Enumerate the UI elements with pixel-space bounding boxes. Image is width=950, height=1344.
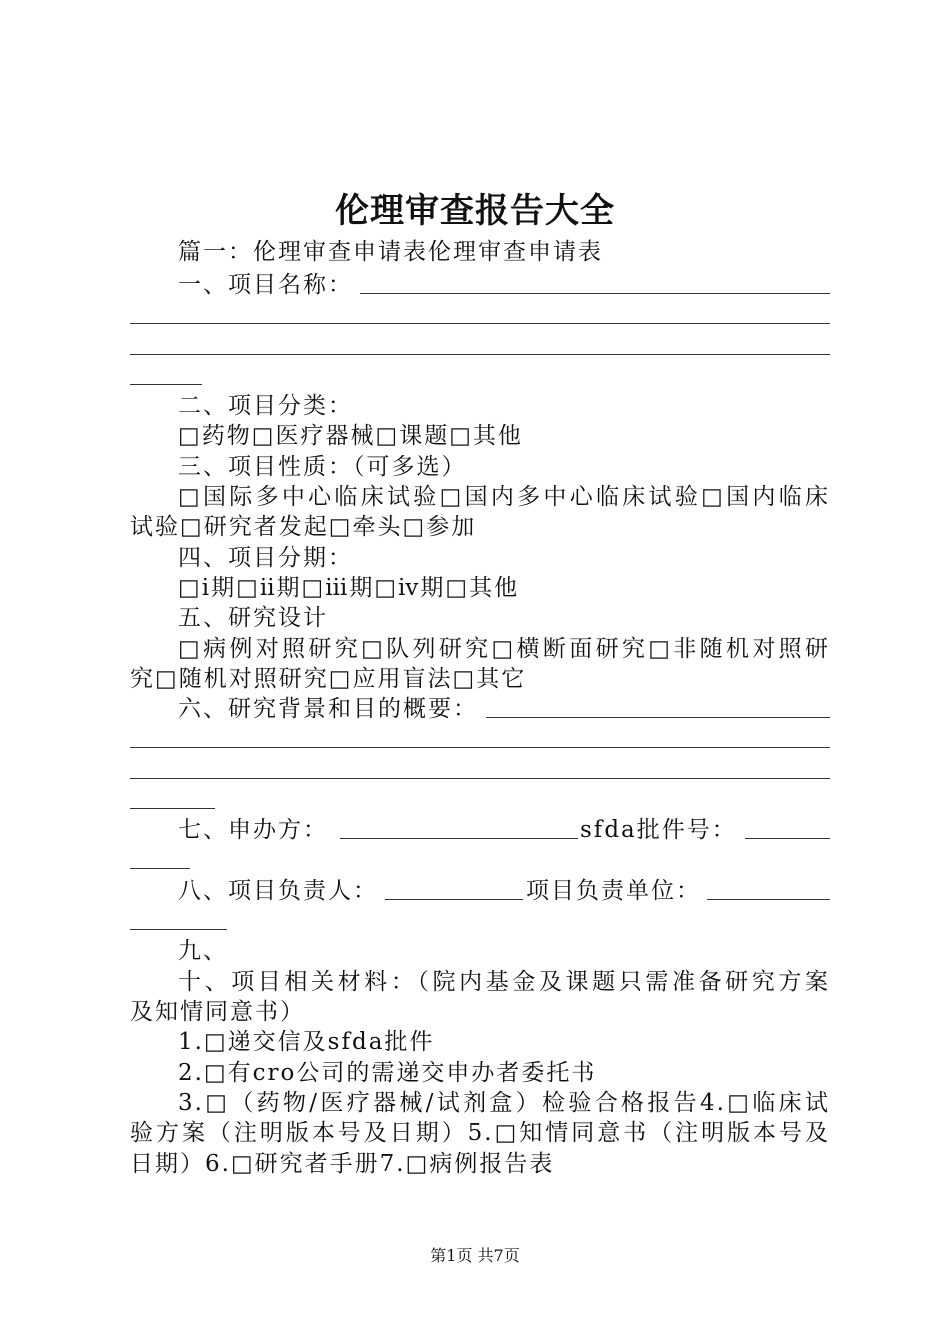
project-unit-label: 项目负责单位： <box>526 878 701 904</box>
materials-heading-2: 及知情同意书） <box>130 999 305 1025</box>
sponsor-blank <box>340 838 578 839</box>
document-title: 伦理审查报告大全 <box>335 191 615 231</box>
project-unit-blank-2 <box>130 929 227 930</box>
item-nine-heading: 九、 <box>178 938 228 964</box>
background-blank-2 <box>130 747 830 748</box>
project-name-blank-2 <box>130 323 830 324</box>
project-nature-options-1: □国际多中心临床试验□国内多中心临床试验□国内临床 <box>178 484 830 510</box>
project-leader-line <box>178 876 830 906</box>
sfda-approval-blank <box>745 838 830 839</box>
project-name-blank-3 <box>130 354 830 355</box>
sfda-approval-label: sfda批件号： <box>580 817 737 843</box>
sponsor-label: 七、申办方： <box>178 817 328 843</box>
study-design-options-2: 究□随机对照研究□应用盲法□其它 <box>130 666 527 692</box>
background-blank-4 <box>130 808 215 809</box>
materials-item-5: 日期）6.□研究者手册7.□病例报告表 <box>130 1151 555 1177</box>
project-leader-blank <box>385 899 523 900</box>
project-category-heading: 二、项目分类： <box>178 393 353 419</box>
background-blank-3 <box>130 778 830 779</box>
project-nature-heading: 三、项目性质：（可多选） <box>178 454 467 480</box>
study-design-heading: 五、研究设计 <box>178 605 328 631</box>
project-phase-options: □ⅰ期□ⅱ期□ⅲ期□ⅳ期□其他 <box>178 575 520 601</box>
project-name-line <box>178 270 830 300</box>
study-design-options-1: □病例对照研究□队列研究□横断面研究□非随机对照研 <box>178 636 830 662</box>
project-name-blank <box>360 293 830 294</box>
materials-item-2: 2.□有cro公司的需递交申办者委托书 <box>178 1060 597 1086</box>
background-summary-line <box>178 694 830 724</box>
project-nature-options-2: 试验□研究者发起□牵头□参加 <box>130 514 477 540</box>
project-category-options: □药物□医疗器械□课题□其他 <box>178 423 523 449</box>
project-phase-heading: 四、项目分期： <box>178 545 353 571</box>
background-blank <box>486 717 830 718</box>
materials-item-3: 3.□（药物/医疗器械/试剂盒）检验合格报告4.□临床试 <box>178 1090 830 1116</box>
background-summary-label: 六、研究背景和目的概要： <box>178 696 478 722</box>
project-name-blank-4 <box>130 384 202 385</box>
sfda-approval-blank-2 <box>130 868 190 869</box>
project-unit-blank <box>707 899 830 900</box>
project-name-label: 一、项目名称： <box>178 272 353 298</box>
project-leader-label: 八、项目负责人： <box>178 878 378 904</box>
materials-item-4: 验方案（注明版本号及日期）5.□知情同意书（注明版本号及 <box>130 1120 830 1146</box>
materials-heading-1: 十、项目相关材料：（院内基金及课题只需准备研究方案 <box>178 969 830 995</box>
page-number-footer: 第1页 共7页 <box>430 1246 520 1265</box>
subtitle-line: 篇一：伦理审查申请表伦理审查申请表 <box>178 239 603 265</box>
materials-item-1: 1.□递交信及sfda批件 <box>178 1029 435 1055</box>
